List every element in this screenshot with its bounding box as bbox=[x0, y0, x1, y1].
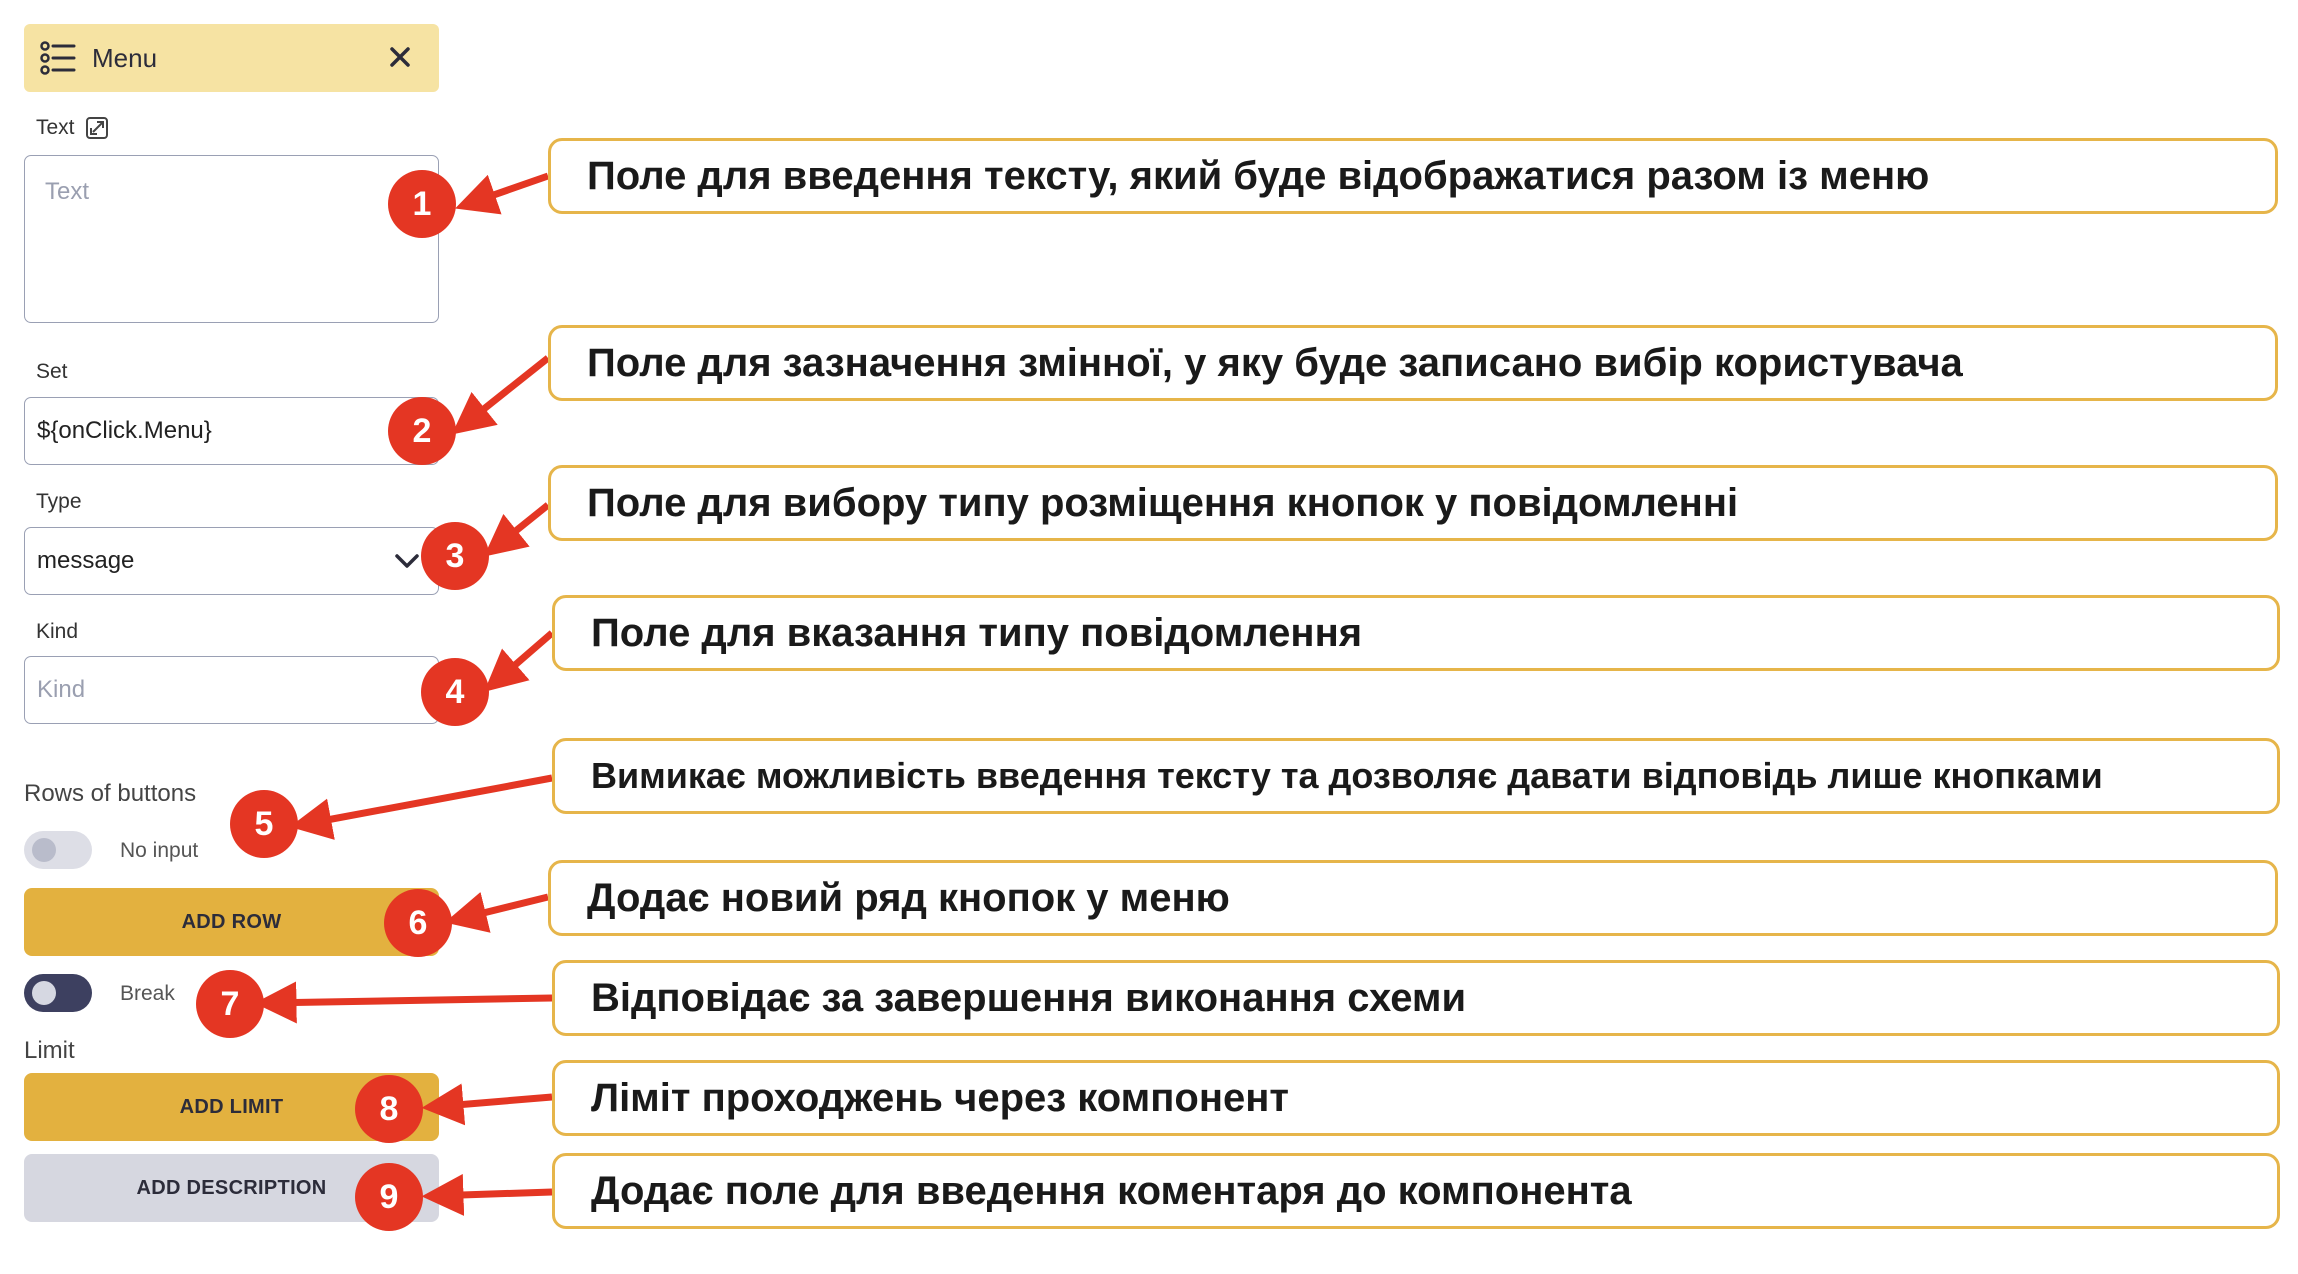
kind-placeholder: Kind bbox=[37, 676, 86, 703]
callout-7: Відповідає за завершення виконання схеми bbox=[552, 960, 2280, 1036]
badge-4: 4 bbox=[421, 658, 489, 726]
badge-7: 7 bbox=[196, 970, 264, 1038]
type-select-value: message bbox=[37, 547, 135, 574]
callout-6: Додає новий ряд кнопок у меню bbox=[548, 860, 2278, 936]
callout-1: Поле для введення тексту, який буде відображатися разом із меню bbox=[548, 138, 2278, 214]
badge-8: 8 bbox=[355, 1075, 423, 1143]
add-description-button[interactable]: ADD DESCRIPTION bbox=[24, 1154, 439, 1222]
arrow-6 bbox=[455, 897, 548, 920]
arrow-1 bbox=[465, 176, 548, 205]
text-placeholder: Text bbox=[45, 178, 90, 205]
set-field-label: Set bbox=[36, 360, 68, 383]
set-variable-value: ${onClick.Menu} bbox=[37, 417, 212, 444]
arrow-9 bbox=[432, 1192, 552, 1196]
badge-3: 3 bbox=[421, 522, 489, 590]
kind-field-label: Kind bbox=[36, 620, 79, 643]
rows-of-buttons-label: Rows of buttons bbox=[24, 780, 197, 807]
callout-9: Додає поле для введення коментаря до компонента bbox=[552, 1153, 2280, 1229]
callout-8: Ліміт проходжень через компонент bbox=[552, 1060, 2280, 1136]
badge-6: 6 bbox=[384, 889, 452, 957]
break-label: Break bbox=[120, 982, 175, 1005]
add-limit-button[interactable]: ADD LIMIT bbox=[24, 1073, 439, 1141]
badge-2: 2 bbox=[388, 397, 456, 465]
limit-label: Limit bbox=[24, 1037, 75, 1064]
type-field-label: Type bbox=[36, 490, 82, 513]
badge-1: 1 bbox=[388, 170, 456, 238]
text-field-label: Text bbox=[36, 116, 109, 140]
callout-3: Поле для вибору типу розміщення кнопок у повідомленні bbox=[548, 465, 2278, 541]
callout-2: Поле для зазначення змінної, у яку буде записано вибір користувача bbox=[548, 325, 2278, 401]
callout-4: Поле для вказання типу повідомлення bbox=[552, 595, 2280, 671]
callout-5: Вимикає можливість введення тексту та дозволяє давати відповідь лише кнопками bbox=[552, 738, 2280, 814]
arrow-8 bbox=[432, 1097, 552, 1107]
arrow-3 bbox=[492, 505, 548, 550]
arrow-7 bbox=[265, 998, 552, 1003]
arrow-5 bbox=[300, 778, 552, 825]
badge-9: 9 bbox=[355, 1163, 423, 1231]
arrow-2 bbox=[460, 358, 548, 428]
component-title: Menu bbox=[92, 42, 158, 73]
badge-5: 5 bbox=[230, 790, 298, 858]
no-input-label: No input bbox=[120, 839, 199, 862]
arrow-4 bbox=[492, 633, 552, 685]
add-row-button[interactable]: ADD ROW bbox=[24, 888, 439, 956]
